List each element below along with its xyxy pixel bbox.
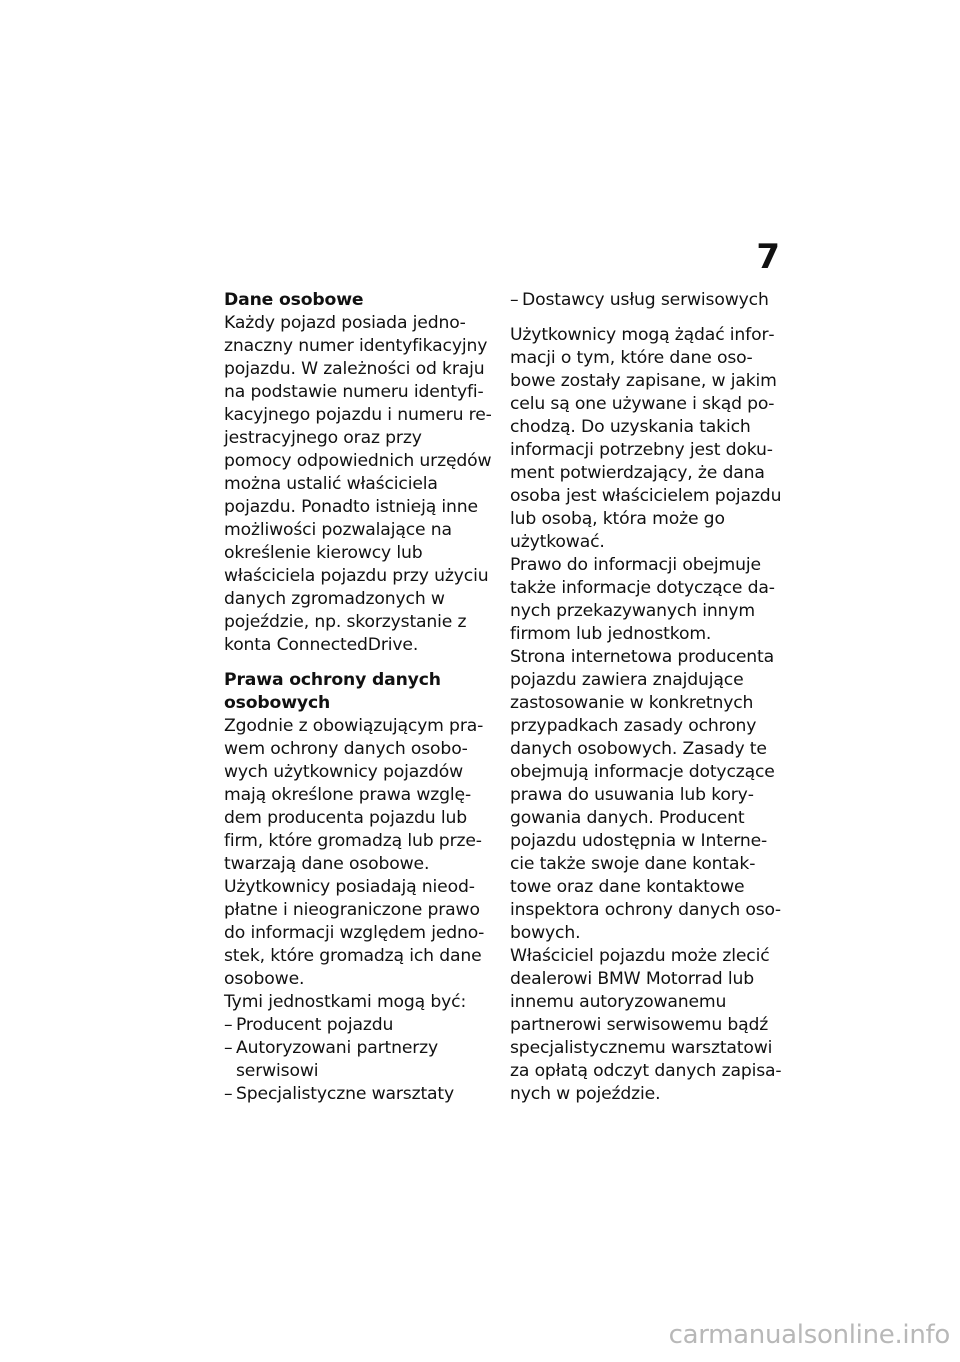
entities-list-continued [510,289,782,312]
list-item: – Producent pojazdu [224,1014,492,1037]
right-column [510,289,782,1106]
page-number: 7 [756,237,780,277]
paragraph: Zgodnie z obowiązującym prawem ochrony danych osobowych użytkownicy pojazdów mają określone prawa względem producenta pojazdu lub firm, które gromadzą lub przetwarzają dane osobowe. [224,716,484,874]
section-heading-personal-data: Dane osobowe [224,290,364,310]
watermark: carmanualsonline.info [668,1320,950,1350]
paragraph: Właściciel pojazdu może zlecić dealerowi BMW Motorrad lub innemu autoryzowanemu partnerowi serwisowemu bądź specjalistycznemu warsztatowi za opłatą odczyt danych zapisanych w pojeździe. [510,946,782,1104]
paragraph: Każdy pojazd posiada jednoznaczny numer identyfikacyjny pojazdu. W zależności od kraju na podstawie numeru identyfikacyjnego pojazdu i numeru rejestracyjnego oraz przy pomocy odpowiednich urzędów można ustalić właściciela pojazdu. Ponadto istnieją inne możliwości pozwalające na określenie kierowcy lub właściciela pojazdu przy użyciu danych zgromadzonych w pojeździe, np. skorzystanie z konta ConnectedDrive. [224,313,492,655]
paragraph: Tymi jednostkami mogą być: [224,992,467,1012]
paragraph: Użytkownicy posiadają nieodpłatne i nieograniczone prawo do informacji względem jednostek, które gromadzą ich dane osobowe. [224,877,485,989]
list-item: – Specjalistyczne warsztaty [224,1083,492,1106]
paragraph: Użytkownicy mogą żądać informacji o tym, które dane osobowe zostały zapisane, w jakim celu są one używane i skąd pochodzą. Do uzyskania takich informacji potrzebny jest dokument potwierdzający, że dana osoba jest właścicielem pojazdu lub osobą, która może go użytkować. [510,325,782,552]
entities-list [224,1014,492,1106]
list-item: – Dostawcy usług serwisowych [510,289,782,312]
left-column [224,289,492,1106]
section-heading-data-protection-rights: Prawa ochrony danych osobowych [224,670,441,713]
paragraph: Strona internetowa producenta pojazdu zawiera znajdujące zastosowanie w konkretnych przypadkach zasady ochrony danych osobowych. Zasady te obejmują informacje dotyczące prawa do usuwania lub korygowania danych. Producent pojazdu udostępnia w Internecie także swoje dane kontaktowe oraz dane kontaktowe inspektora ochrony danych osobowych. [510,647,782,943]
list-item: – Autoryzowani partnerzy serwisowi [224,1037,492,1083]
paragraph: Prawo do informacji obejmuje także informacje dotyczące danych przekazywanych innym firmom lub jednostkom. [510,555,775,644]
